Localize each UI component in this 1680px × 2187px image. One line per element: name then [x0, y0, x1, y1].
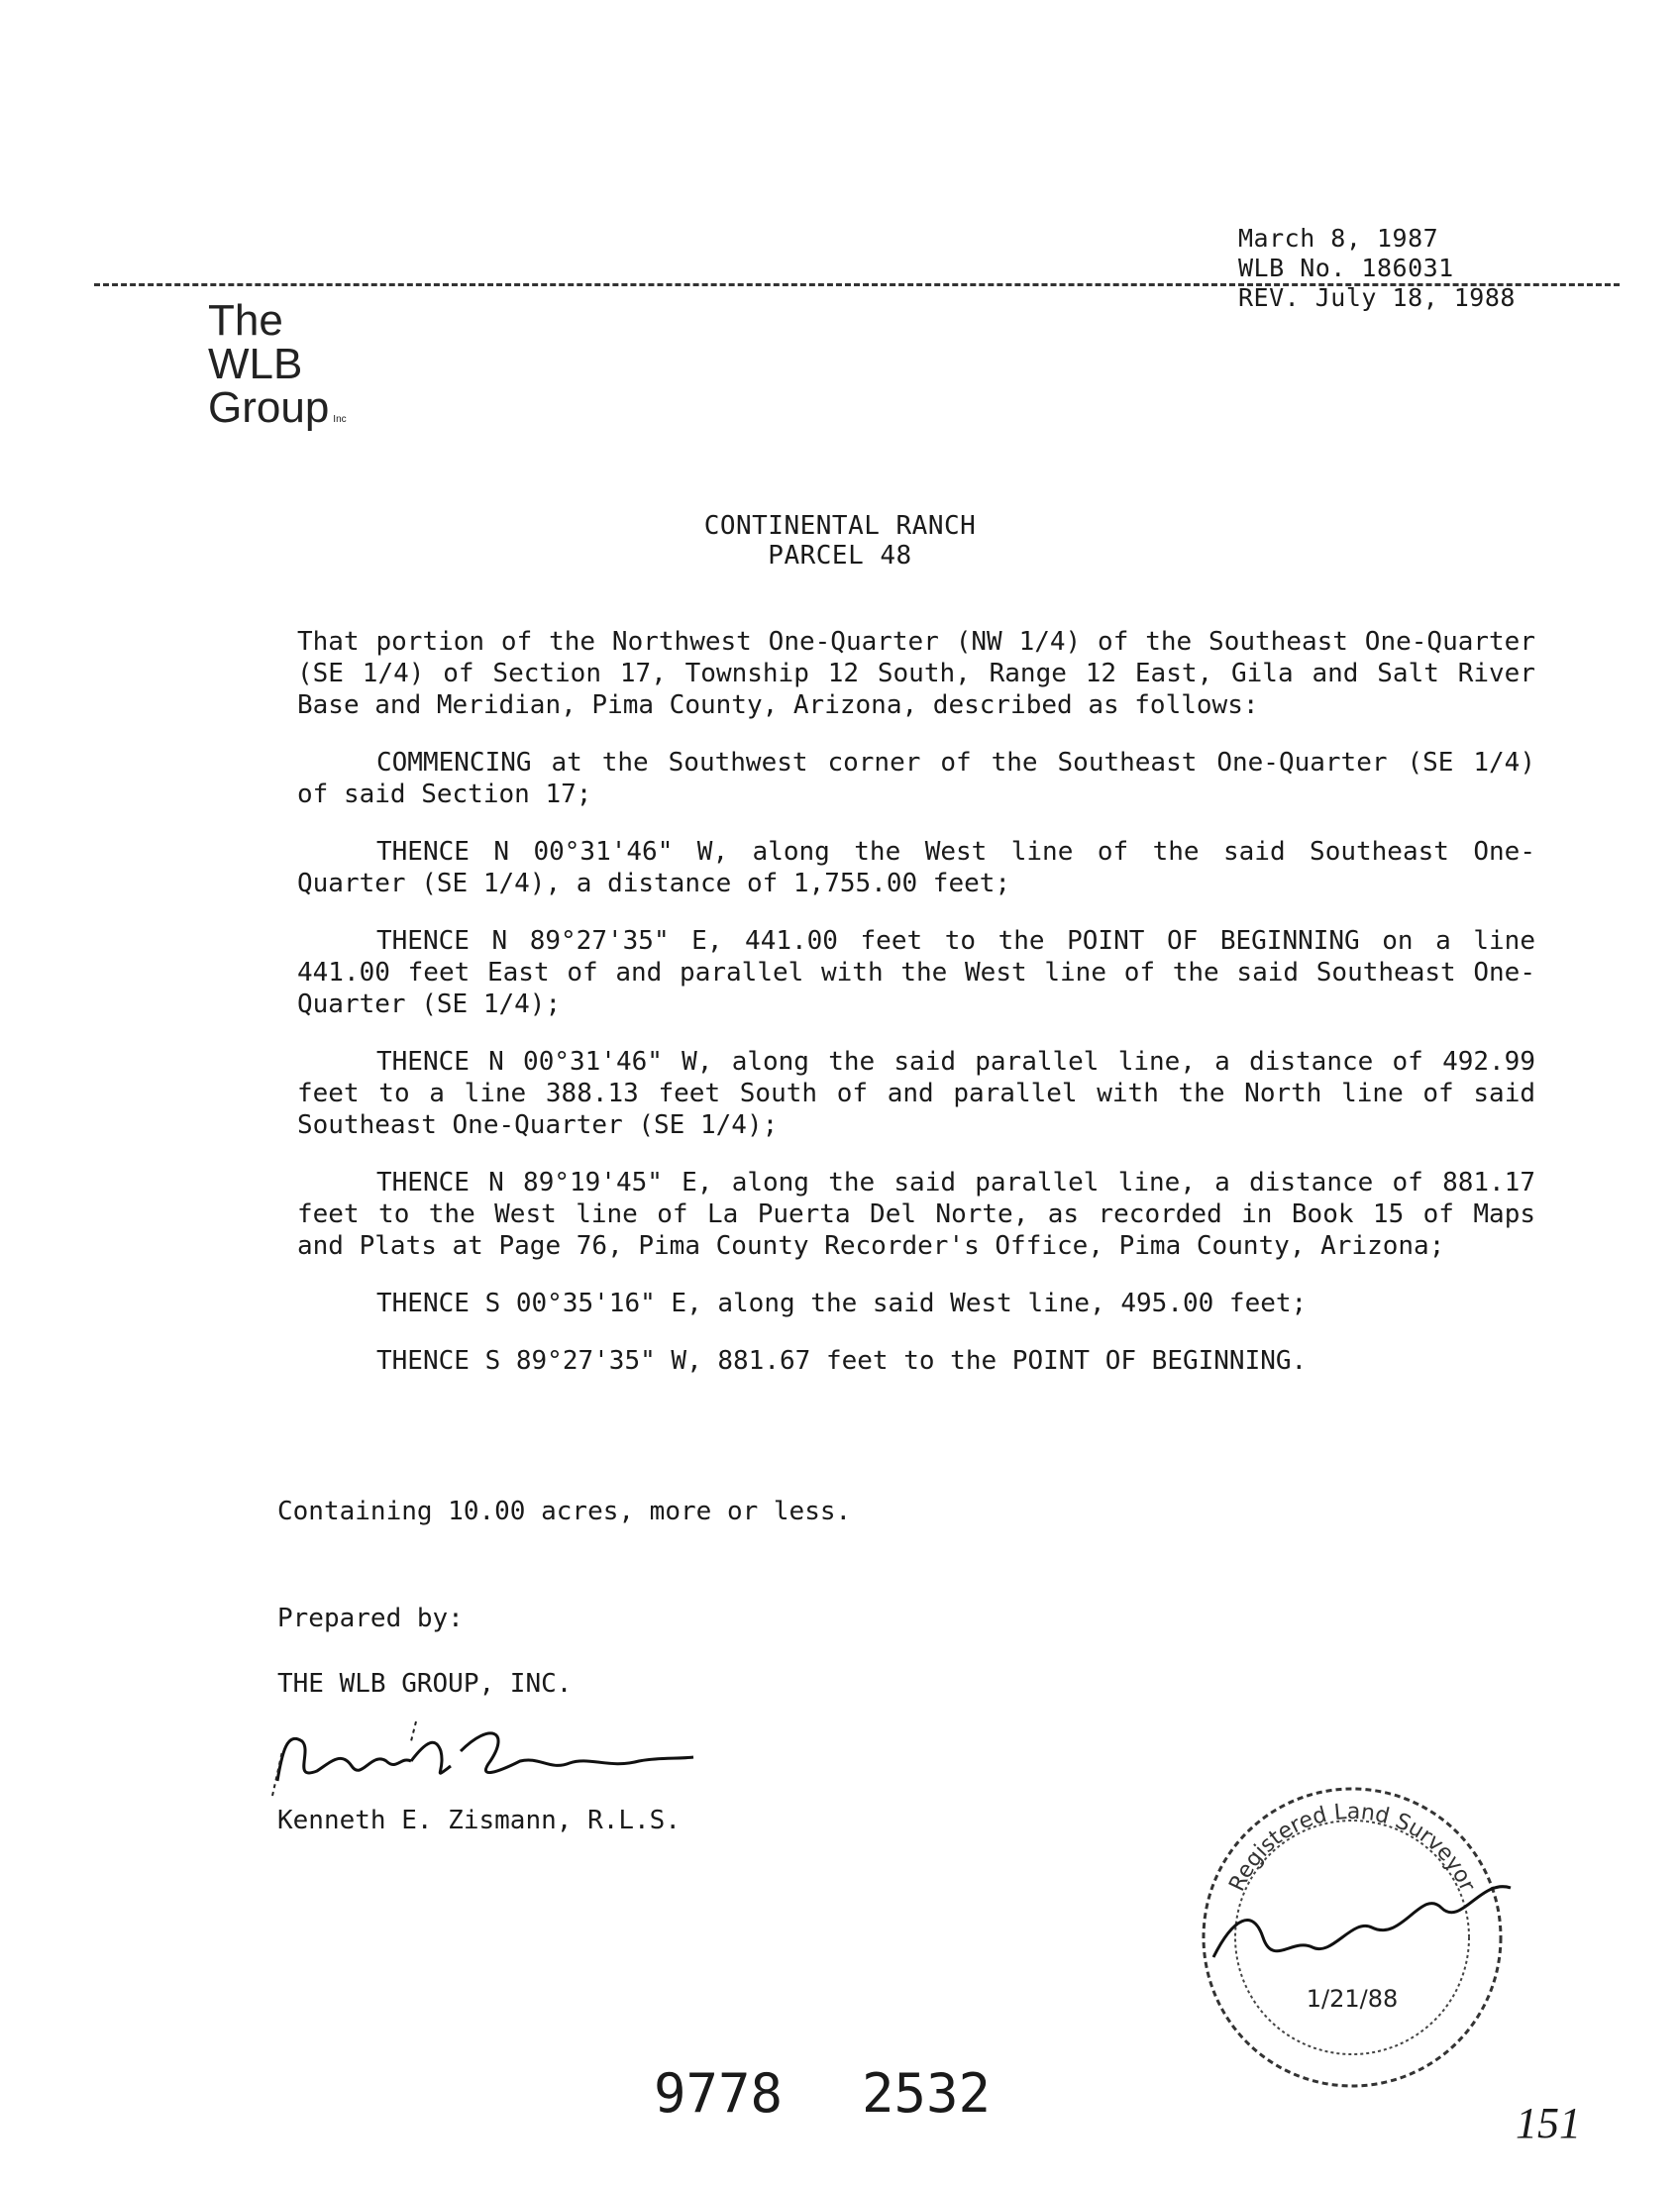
prepared-by-label: Prepared by: — [277, 1604, 464, 1633]
page-annotation: 151 — [1516, 2099, 1581, 2147]
document-title — [0, 511, 1680, 571]
intro-paragraph: That portion of the Northwest One-Quarter (NW 1/4) of the Southeast One-Quarter (SE 1/4) of Section 17, Township 12 South, Range 12 East, Gila and Salt River Base and Meridian, Pima County, Arizona, described as follows: — [297, 627, 1535, 720]
document-header — [1238, 224, 1516, 313]
wlb-number: WLB No. 186031 — [1238, 254, 1454, 282]
document-number-1: 9778 — [654, 2062, 784, 2125]
title-line-2: PARCEL 48 — [768, 541, 912, 571]
title-line-1: CONTINENTAL RANCH — [703, 511, 977, 541]
header-rule — [94, 283, 1620, 286]
legal-description — [297, 626, 1535, 1377]
containing-text: Containing 10.00 acres, more or less. — [277, 1497, 852, 1526]
logo-inc-text: Inc — [333, 414, 347, 425]
logo-line-1: The — [208, 296, 283, 345]
logo-line-3 — [208, 383, 347, 442]
document-number-2: 2532 — [862, 2062, 992, 2125]
commencing-paragraph: COMMENCING at the Southwest corner of the Southeast One-Quarter (SE 1/4) of said Section 17; — [297, 748, 1535, 809]
logo-group-text: Group — [208, 383, 330, 432]
course-paragraph-1: THENCE N 00°31'46" W, along the West line of the said Southeast One-Quarter (SE 1/4), a distance of 1,755.00 feet; — [297, 837, 1535, 898]
document-date: March 8, 1987 — [1238, 224, 1439, 253]
logo-line-2: WLB — [208, 340, 303, 388]
signer-name: Kenneth E. Zismann, R.L.S. — [277, 1806, 681, 1835]
surveyor-seal-image — [1174, 1769, 1530, 2106]
course-paragraph-4: THENCE N 89°19'45" E, along the said parallel line, a distance of 881.17 feet to the West line of La Puerta Del Norte, as recorded in Book 15 of Maps and Plats at Page 76, Pima County Recorder's Office, Pima County, Arizona; — [297, 1168, 1535, 1261]
acreage-statement — [277, 1496, 1516, 1527]
company-name: THE WLB GROUP, INC. — [277, 1669, 573, 1699]
seal-date: 1/21/88 — [1306, 1985, 1399, 2013]
course-paragraph-2: THENCE N 89°27'35" E, 441.00 feet to the POINT OF BEGINNING on a line 441.00 feet East of and parallel with the West line of the said Southeast One-Quarter (SE 1/4); — [297, 926, 1535, 1019]
signature-image — [262, 1712, 698, 1801]
seal-top-text: Registered Land Surveyor — [1224, 1799, 1480, 1896]
course-paragraph-3: THENCE N 00°31'46" W, along the said parallel line, a distance of 492.99 feet to a line 388.13 feet South of and parallel with the North line of said Southeast One-Quarter (SE 1/4); — [297, 1047, 1535, 1140]
course-paragraph-6: THENCE S 89°27'35" W, 881.67 feet to the POINT OF BEGINNING. — [376, 1346, 1308, 1376]
course-paragraph-5: THENCE S 00°35'16" E, along the said West line, 495.00 feet; — [376, 1289, 1308, 1318]
company-logo — [208, 296, 347, 442]
revision-date: REV. July 18, 1988 — [1238, 283, 1516, 312]
